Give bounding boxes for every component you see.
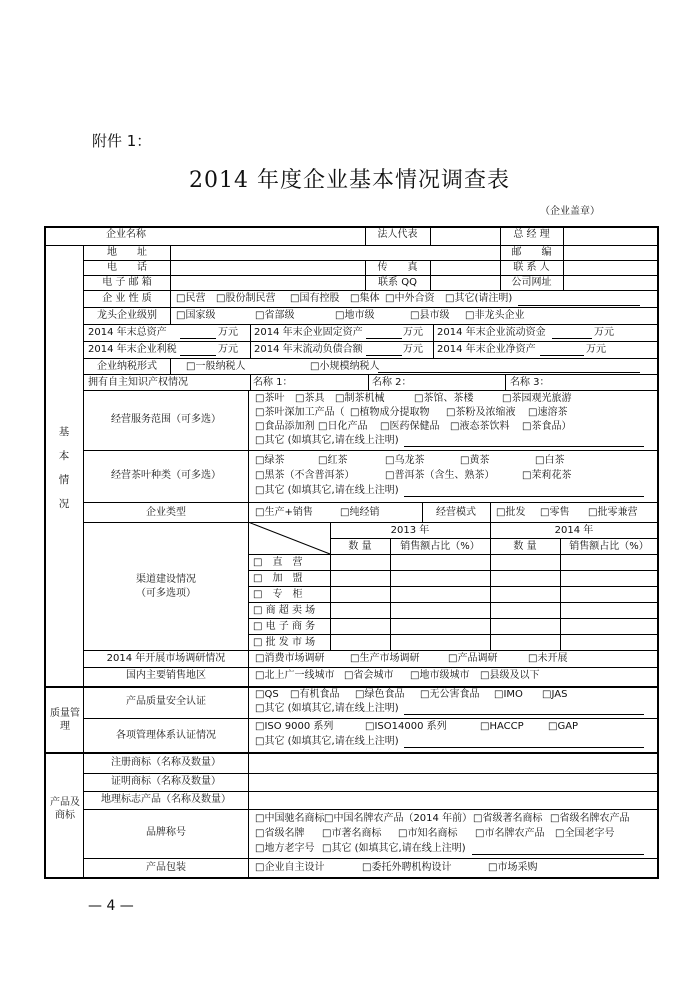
total-assets-unit: 万元: [218, 327, 238, 338]
ip-name-1: 名称 1：: [253, 377, 293, 388]
ip-name-2: 名称 2：: [372, 377, 412, 388]
title-prov-brand-agri[interactable]: □省级名牌农产品: [550, 813, 630, 824]
nature-option-collective[interactable]: □集体: [350, 293, 380, 304]
scope-health[interactable]: □医药保健品: [380, 421, 440, 432]
qq-label: 联系 QQ: [378, 277, 417, 288]
region-tier1[interactable]: □北上广一线城市: [255, 670, 335, 681]
qty-header-2013: 数 量: [348, 541, 372, 552]
type-option-produce[interactable]: □生产+销售: [255, 507, 313, 518]
fixed-assets-label: 2014 年末企业固定资产: [254, 327, 363, 338]
channel-wholesale-market[interactable]: □ 批 发 市 场: [253, 637, 316, 648]
mode-option-retail[interactable]: □零售: [540, 507, 570, 518]
email-label: 电 子 邮 箱: [102, 277, 152, 288]
section-basic-label: 基 本 情 况: [58, 426, 70, 510]
nature-option-private[interactable]: □民营: [176, 293, 206, 304]
scope-teaware[interactable]: □茶具: [295, 393, 325, 404]
share-header-2014: 销售额占比（%）: [569, 541, 649, 552]
scope-powder[interactable]: □茶粉及浓缩液: [446, 407, 516, 418]
type-option-distribute[interactable]: □纯经销: [340, 507, 380, 518]
cert-other[interactable]: □其它 (如填其它,请在线上注明): [255, 703, 399, 714]
website-label: 公司网址: [511, 277, 552, 288]
trademark-label: 注册商标（名称及数量）: [111, 757, 221, 768]
title-china-brand-agri[interactable]: □中国名牌农产品（2014 年前）: [324, 813, 473, 824]
section-quality-label: 质量管理: [50, 708, 80, 732]
channel-ecommerce[interactable]: □ 电 子 商 务: [253, 621, 316, 632]
pack-own-design[interactable]: □企业自主设计: [255, 862, 325, 873]
total-assets-label: 2014 年末总资产: [88, 327, 167, 338]
page-title: 2014 年度企业基本情况调查表: [189, 168, 510, 193]
teatype-yellow[interactable]: □黄茶: [460, 455, 490, 466]
channel-supermarket[interactable]: □ 商 超 卖 场: [253, 605, 316, 616]
cert-qs[interactable]: □QS: [255, 689, 279, 700]
cert-green[interactable]: □绿色食品: [355, 689, 405, 700]
scope-machinery[interactable]: □制茶机械: [335, 393, 385, 404]
region-county[interactable]: □县级及以下: [480, 670, 540, 681]
level-label: 龙头企业级别: [97, 310, 157, 321]
teatype-oolong[interactable]: □乌龙茶: [385, 455, 425, 466]
share-header-2013: 销售额占比（%）: [400, 541, 480, 552]
sys-other[interactable]: □其它 (如填其它,请在线上注明): [255, 736, 399, 747]
teatype-label: 经营茶叶种类（可多选）: [111, 470, 221, 481]
level-option-none[interactable]: □非龙头企业: [465, 310, 525, 321]
year-2014-header: 2014 年: [554, 525, 594, 536]
sys-iso14000[interactable]: □ISO14000 系列: [365, 721, 447, 732]
region-label: 国内主要销售地区: [126, 670, 206, 681]
title-prov-famous[interactable]: □省级著名商标: [473, 813, 543, 824]
research-product[interactable]: □产品调研: [448, 653, 498, 664]
nature-option-shareholding[interactable]: □股份制民营: [216, 293, 276, 304]
year-2013-header: 2013 年: [390, 525, 430, 536]
scope-tea-food[interactable]: □茶食品）: [522, 421, 572, 432]
gm-label: 总 经 理: [513, 229, 550, 240]
mode-option-wholesale[interactable]: □批发: [496, 507, 526, 518]
current-liab-unit: 万元: [403, 344, 423, 355]
attachment-label: 附件 1：: [92, 132, 152, 150]
region-capital[interactable]: □省会城市: [344, 670, 394, 681]
teatype-jasmine[interactable]: □茉莉花茶: [522, 470, 572, 481]
title-local-heritage[interactable]: □地方老字号: [255, 843, 315, 854]
title-prov-brand[interactable]: □省级名牌: [255, 828, 305, 839]
sys-gap[interactable]: □GAP: [548, 721, 579, 732]
address-label: 地 址: [107, 247, 147, 258]
sys-haccp[interactable]: □HACCP: [480, 721, 524, 732]
title-city-brand-agri[interactable]: □市名牌农产品: [475, 828, 545, 839]
scope-other[interactable]: □其它 (如填其它,请在线上注明): [255, 435, 399, 446]
channel-direct[interactable]: □ 直 营: [253, 557, 303, 568]
title-city-famous[interactable]: □市著名商标: [322, 828, 382, 839]
research-consumer[interactable]: □消费市场调研: [255, 653, 325, 664]
channel-label: 渠道建设情况: [136, 574, 196, 585]
title-other[interactable]: □其它 (如填其它,请在线上注明): [322, 843, 466, 854]
scope-teahouse[interactable]: □茶馆、茶楼: [414, 393, 474, 404]
diagonal-header-cell: [248, 522, 331, 555]
phone-label: 电 话: [107, 262, 147, 273]
scope-additive[interactable]: □食品添加剂: [255, 421, 315, 432]
tax-option-small[interactable]: □小规模纳税人: [310, 361, 380, 372]
page-number: — 4 —: [88, 898, 134, 914]
mode-option-both[interactable]: □批零兼营: [588, 507, 638, 518]
scope-instant[interactable]: □速溶茶: [528, 407, 568, 418]
brand-title-label: 品牌称号: [146, 827, 186, 838]
cert-pollution-free[interactable]: □无公害食品: [420, 689, 480, 700]
scope-beverage[interactable]: □液态茶饮料: [450, 421, 510, 432]
level-option-county[interactable]: □县市级: [410, 310, 450, 321]
section-brand-label: 产品及商标: [50, 797, 80, 821]
postcode-label: 邮 编: [511, 247, 552, 258]
net-assets-label: 2014 年末企业净资产: [437, 344, 536, 355]
level-option-national[interactable]: □国家级: [176, 310, 216, 321]
mode-label: 经营模式: [436, 507, 476, 518]
pack-label: 产品包装: [146, 862, 186, 873]
contact-label: 联 系 人: [513, 262, 550, 273]
cert-label: 产品质量安全认证: [126, 696, 206, 707]
cert-jas[interactable]: □JAS: [542, 689, 568, 700]
research-label: 2014 年开展市场调研情况: [106, 653, 226, 664]
fax-label: 传 真: [377, 262, 418, 273]
net-assets-unit: 万元: [586, 344, 606, 355]
ip-name-3: 名称 3：: [510, 377, 550, 388]
scope-daily-chem[interactable]: □日化产品: [318, 421, 368, 432]
tax-label: 企业纳税形式: [97, 361, 157, 372]
nature-option-other[interactable]: □其它(请注明): [445, 293, 513, 304]
fixed-assets-unit: 万元: [403, 327, 423, 338]
pack-market[interactable]: □市场采购: [488, 862, 538, 873]
research-none[interactable]: □未开展: [528, 653, 568, 664]
cert-mark-label: 证明商标（名称及数量）: [111, 776, 221, 787]
current-assets-label: 2014 年末企业流动资金: [437, 327, 546, 338]
level-option-city[interactable]: □地市级: [335, 310, 375, 321]
scope-extract[interactable]: □植物成分提取物: [350, 407, 430, 418]
research-production[interactable]: □生产市场调研: [350, 653, 420, 664]
nature-label: 企 业 性 质: [102, 293, 152, 304]
teatype-green[interactable]: □绿茶: [255, 455, 285, 466]
qty-header-2014: 数 量: [513, 541, 537, 552]
stamp-note: （企业盖章）: [540, 206, 600, 217]
channel-sub-label: （可多选项）: [136, 588, 196, 599]
nature-option-joint[interactable]: □中外合资: [385, 293, 435, 304]
cert-imo[interactable]: □IMO: [494, 689, 523, 700]
current-liab-label: 2014 年末流动负债合额: [254, 344, 363, 355]
nature-option-state[interactable]: □国有控股: [290, 293, 340, 304]
title-national-heritage[interactable]: □全国老字号: [555, 828, 615, 839]
legal-rep-label: 法人代表: [377, 229, 418, 240]
ip-label: 拥有自主知识产权情况: [88, 377, 188, 388]
cert-organic[interactable]: □有机食品: [290, 689, 340, 700]
region-prefecture[interactable]: □地市级城市: [410, 670, 470, 681]
teatype-white[interactable]: □白茶: [535, 455, 565, 466]
profit-tax-label: 2014 年末企业利税: [88, 344, 177, 355]
current-assets-unit: 万元: [594, 327, 614, 338]
type-label: 企业类型: [146, 507, 186, 518]
scope-label: 经营服务范围（可多选）: [111, 414, 221, 425]
company-name-label: 企业名称: [106, 229, 146, 240]
level-option-provincial[interactable]: □省部级: [255, 310, 295, 321]
scope-tourism[interactable]: □茶园观光旅游: [502, 393, 572, 404]
channel-franchise[interactable]: □ 加 盟: [253, 573, 303, 584]
pack-outsourced[interactable]: □委托外聘机构设计: [362, 862, 452, 873]
sys-iso9000[interactable]: □ISO 9000 系列: [255, 721, 334, 732]
profit-tax-unit: 万元: [218, 344, 238, 355]
title-china-famous[interactable]: □中国驰名商标: [255, 813, 325, 824]
sys-label: 各项管理体系认证情况: [116, 730, 216, 741]
teatype-dark[interactable]: □黑茶（不含普洱茶）: [255, 470, 355, 481]
scope-tea[interactable]: □茶叶: [255, 393, 285, 404]
teatype-other[interactable]: □其它 (如填其它,请在线上注明): [255, 485, 399, 496]
tax-option-general[interactable]: □一般纳税人: [186, 361, 246, 372]
scope-deep-processing[interactable]: □茶叶深加工产品（: [255, 407, 345, 418]
teatype-puer[interactable]: □普洱茶（含生、熟茶）: [385, 470, 495, 481]
geo-label: 地理标志产品（名称及数量）: [101, 794, 231, 805]
channel-counter[interactable]: □ 专 柜: [253, 589, 303, 600]
teatype-black[interactable]: □红茶: [318, 455, 348, 466]
title-city-known[interactable]: □市知名商标: [398, 828, 458, 839]
